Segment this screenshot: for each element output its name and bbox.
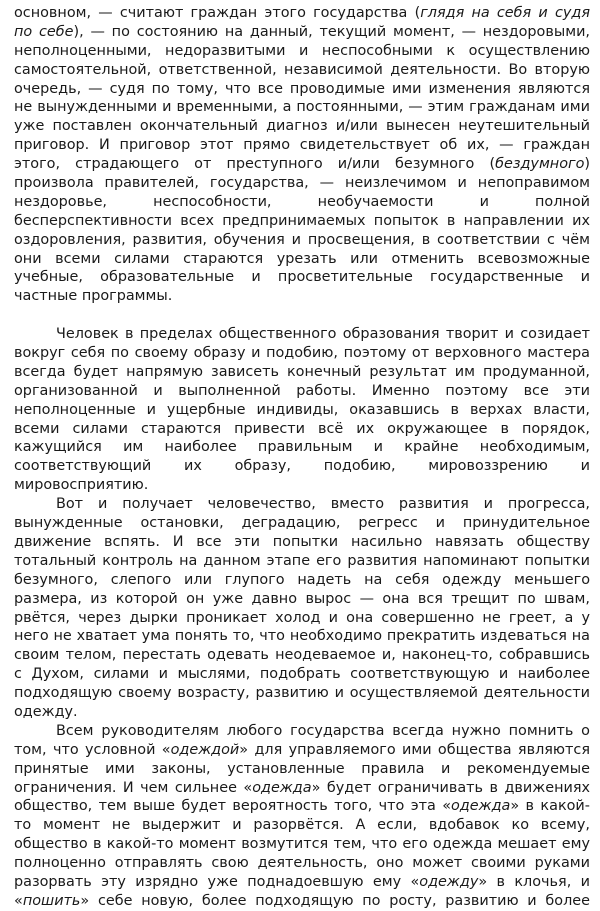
text-line xyxy=(14,155,590,174)
text-run: самостоятельной, ответственной, независимой деятельности. Во вторую xyxy=(14,61,590,78)
text-run: » в клочья, и xyxy=(478,873,590,890)
text-run: основном, — считают граждан этого государства ( xyxy=(14,5,421,21)
text-line xyxy=(14,627,590,646)
text-line xyxy=(14,42,590,61)
text-run: принятые ими законы, установленные правила и рекомендуемые xyxy=(14,760,590,777)
text-line xyxy=(14,420,590,439)
text-line xyxy=(14,457,590,476)
text-line xyxy=(14,797,590,816)
text-line xyxy=(14,287,590,306)
text-line xyxy=(14,590,590,609)
text-line xyxy=(14,136,590,155)
text-line xyxy=(14,231,590,250)
italic-text: глядя на себя и судя xyxy=(420,5,590,21)
text-run: то момент не выдержит и разорвётся. А если, вдобавок ко всему, xyxy=(14,817,590,834)
text-run: полноценно отправлять свою деятельность, оно может своими руками xyxy=(14,855,590,872)
text-run: одежду. xyxy=(14,703,78,720)
italic-text: по себе xyxy=(14,23,74,40)
italic-text: пошить xyxy=(22,892,81,909)
text-line xyxy=(14,609,590,628)
text-line xyxy=(14,61,590,80)
italic-text: одежда xyxy=(451,798,511,815)
text-line xyxy=(14,533,590,552)
text-run: мировосприятию. xyxy=(14,477,149,494)
text-line xyxy=(14,816,590,835)
text-run: частные программы. xyxy=(14,288,173,305)
text-run: бесперспективности всех предпринимаемых попыток в направлении их xyxy=(14,212,590,229)
text-line xyxy=(14,476,590,495)
text-run: нездоровье, неспособности, необучаемости и полной xyxy=(14,193,590,210)
text-run: рвётся, через дырки проникает холод и она совершенно не греет, а у xyxy=(14,609,590,626)
text-run: учебные, образовательные и просветительные государственные и xyxy=(14,269,590,286)
text-run: » в какой- xyxy=(510,798,590,815)
text-line xyxy=(14,741,590,760)
text-run: подходящую своему возрасту, развитию и осуществляемой деятельности xyxy=(14,685,590,702)
text-run: своим телом, перестать одевать неодеваемое и, наконец-то, собравшись xyxy=(14,647,590,664)
text-run: общество, тем выше будет вероятность того, что эта « xyxy=(14,798,451,815)
text-line xyxy=(14,760,590,779)
text-run: » будет ограничивать в движениях xyxy=(311,779,590,796)
text-line xyxy=(14,722,590,741)
text-line xyxy=(14,174,590,193)
text-run: уже поставлен окончательный диагноз и/или вынесен неутешительный xyxy=(14,118,590,135)
text-block xyxy=(14,325,590,911)
text-run: вокруг себя по своему образу и подобию, поэтому от верховного мастера xyxy=(14,345,590,362)
text-run: Всем руководителям любого государства всегда нужно помнить о xyxy=(56,722,590,739)
text-line xyxy=(14,325,590,344)
text-line xyxy=(14,495,590,514)
text-line xyxy=(14,854,590,873)
text-line xyxy=(14,892,590,911)
text-run: общество в какой-то момент возмутится тем, что его одежда мешает ему xyxy=(14,836,590,853)
text-run: оздоровления, развития, обучения и просвещения, в соответствии с чём xyxy=(14,231,590,248)
text-line xyxy=(14,684,590,703)
text-line xyxy=(14,212,590,231)
text-run: ), — по состоянию на данный, текущий момент, — нездоровыми, xyxy=(73,23,590,40)
text-line xyxy=(14,80,590,99)
italic-text: одежду xyxy=(419,873,479,890)
text-line xyxy=(14,873,590,892)
text-line xyxy=(14,193,590,212)
text-run: неполноценными, недоразвитыми и неспособными к осуществлению xyxy=(14,42,590,59)
text-run: приговор. И приговор этот прямо свидетельствует об их, — граждан xyxy=(14,137,590,154)
text-run: » для управляемого ими общества являются xyxy=(239,741,590,758)
text-run: безумного, слепого или глупого надеть на себя одежду меньшего xyxy=(14,571,590,588)
text-line xyxy=(14,835,590,854)
text-line xyxy=(14,401,590,420)
text-run: » себе новую, более подходящую по росту, развитию и более xyxy=(80,892,590,909)
paragraph-gap xyxy=(14,306,590,325)
text-line xyxy=(14,250,590,269)
text-run: Человек в пределах общественного образования творит и созидает xyxy=(56,326,590,343)
text-run: соответствующий их образу, подобию, мировоззрению и xyxy=(14,458,590,475)
text-line xyxy=(14,117,590,136)
text-line xyxy=(14,268,590,287)
text-line xyxy=(14,665,590,684)
text-line xyxy=(14,23,590,42)
text-line xyxy=(14,98,590,117)
text-line xyxy=(14,4,590,23)
text-block xyxy=(14,4,590,306)
text-run: размера, из которой он уже давно вырос — она вся трещит по швам, xyxy=(14,590,590,607)
text-run: кажущийся им наиболее правильным и крайне необходимым, xyxy=(14,439,590,456)
text-line xyxy=(14,646,590,665)
text-run: « xyxy=(14,892,23,909)
text-run: всеми силами стараются привести всё их окружающее в порядок, xyxy=(14,420,590,437)
text-run: очередь, — судя по тому, что все проводимые ими изменения являются xyxy=(14,80,590,97)
text-run: вынужденные остановки, деградацию, регресс и принудительное xyxy=(14,515,590,532)
text-line xyxy=(14,382,590,401)
text-run: неполноценные и ущербные индивиды, оказавшись в верхах власти, xyxy=(14,401,590,418)
text-run: Вот и получает человечество, вместо развития и прогресса, xyxy=(56,496,590,513)
text-run: ограничения. И чем сильнее « xyxy=(14,779,253,796)
text-line xyxy=(14,571,590,590)
text-line xyxy=(14,552,590,571)
text-line xyxy=(14,703,590,722)
text-run: они всеми силами стараются урезать или отменить всевозможные xyxy=(14,250,590,267)
text-run: тотальный контроль на данном этапе его развития напоминают попытки xyxy=(14,552,590,569)
text-line xyxy=(14,344,590,363)
text-run: него не хватает ума понять то, что необходимо прекратить издеваться на xyxy=(14,628,590,645)
text-run: организованной и выполненной работы. Именно поэтому все эти xyxy=(14,382,590,399)
text-run: этого, страдающего от преступного и/или безумного ( xyxy=(14,156,496,173)
italic-text: одеждой xyxy=(170,741,240,758)
text-run: с Духом, силами и мыслями, подобрать соответствующую и наиболее xyxy=(14,666,590,683)
text-run: разорвать эту изрядно уже поднадоевшую ему « xyxy=(14,873,420,890)
text-line xyxy=(14,363,590,382)
text-line xyxy=(14,514,590,533)
text-run: произвола правителей, государства, — неизлечимом и непоправимом xyxy=(14,175,590,192)
text-line xyxy=(14,779,590,798)
text-run: всегда будет напрямую зависеть конечный результат им продуманной, xyxy=(14,363,590,380)
text-run: движение вспять. И все эти попытки насильно навязать обществу xyxy=(14,533,590,550)
text-run: не вынужденными и временными, а постоянными, — этим гражданам ими xyxy=(14,99,590,116)
text-run: ) xyxy=(584,156,590,173)
italic-text: бездумного xyxy=(495,156,585,173)
text-line xyxy=(14,438,590,457)
italic-text: одежда xyxy=(252,779,312,796)
text-run: том, что условной « xyxy=(14,741,171,758)
